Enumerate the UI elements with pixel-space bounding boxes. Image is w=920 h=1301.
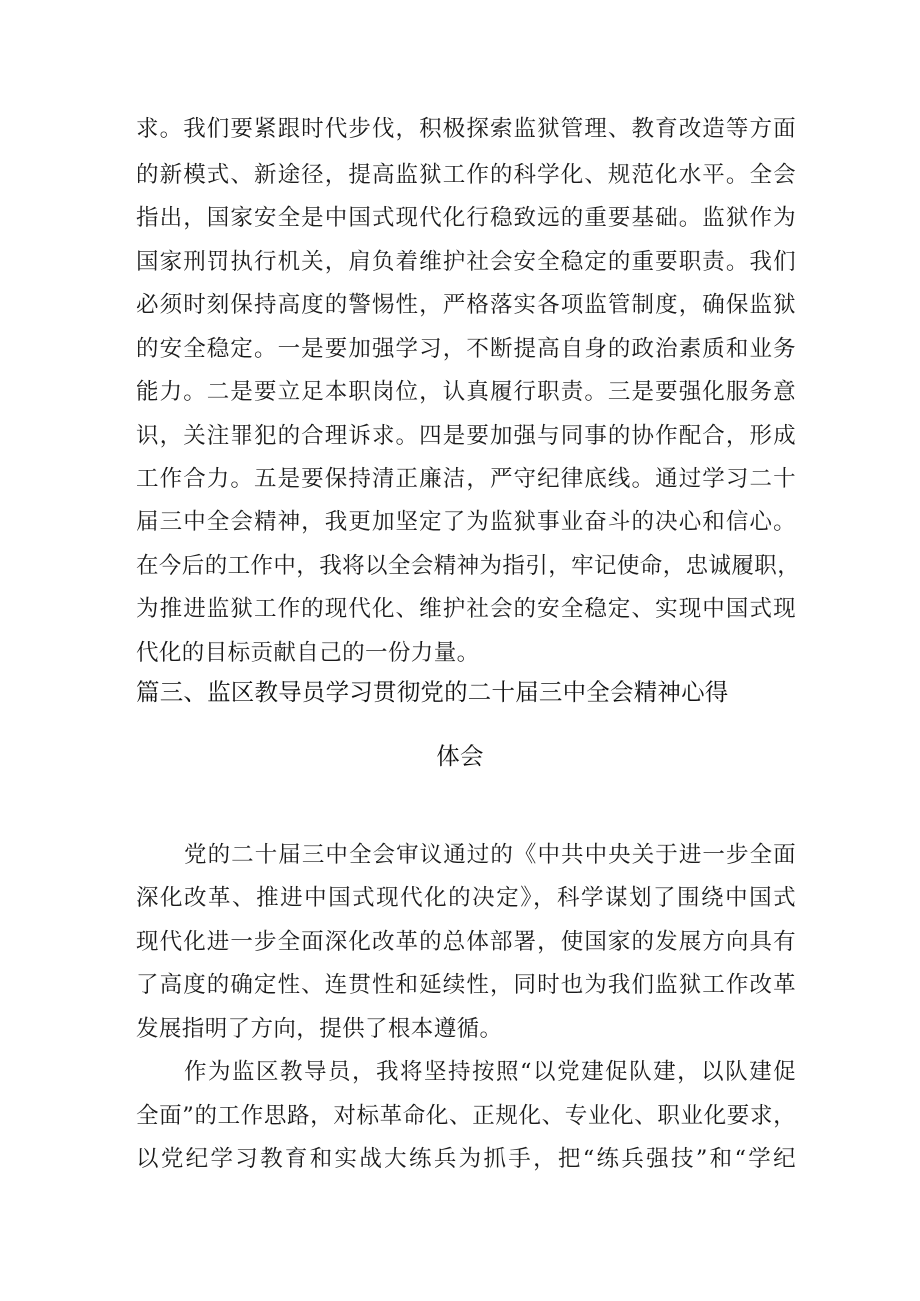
section-title-continued: 体会	[436, 742, 484, 770]
body-text-line: 现代化进一步全面深化改革的总体部署，使国家的发展方向具有	[136, 929, 796, 955]
body-text-line: 届三中全会精神，我更加坚定了为监狱事业奋斗的决心和信心。	[136, 509, 796, 535]
section-title: 篇三、监区教导员学习贯彻党的二十届三中全会精神心得	[136, 678, 729, 706]
body-text-line: 了高度的确定性、连贯性和延续性，同时也为我们监狱工作改革	[136, 972, 796, 998]
body-text-line: 国家刑罚执行机关，肩负着维护社会安全稳定的重要职责。我们	[136, 249, 796, 275]
paragraph-first-line: 作为监区教导员，我将坚持按照“以党建促队建，以队建促	[184, 1059, 796, 1085]
body-text-line: 为推进监狱工作的现代化、维护社会的安全稳定、实现中国式现	[136, 596, 796, 622]
body-text-line-last: 代化的目标贡献自己的一份力量。	[136, 640, 480, 666]
body-text-line: 的安全稳定。一是要加强学习，不断提高自身的政治素质和业务	[136, 336, 796, 362]
body-text-line: 在今后的工作中，我将以全会精神为指引，牢记使命，忠诚履职，	[136, 553, 801, 579]
body-text-line: 全面”的工作思路，对标革命化、正规化、专业化、职业化要求，	[136, 1103, 796, 1129]
body-text-line: 识，关注罪犯的合理诉求。四是要加强与同事的协作配合，形成	[136, 423, 796, 449]
body-text-line: 必须时刻保持高度的警惕性，严格落实各项监管制度，确保监狱	[136, 292, 796, 318]
body-text-line: 以党纪学习教育和实战大练兵为抓手，把“练兵强技”和“学纪	[136, 1146, 796, 1172]
body-text-line: 指出，国家安全是中国式现代化行稳致远的重要基础。监狱作为	[136, 205, 796, 231]
body-text-line: 求。我们要紧跟时代步伐，积极探索监狱管理、教育改造等方面	[136, 116, 796, 142]
body-text-line: 能力。二是要立足本职岗位，认真履行职责。三是要强化服务意	[136, 379, 796, 405]
body-text-line-last: 发展指明了方向，提供了根本遵循。	[136, 1016, 503, 1042]
body-text-line: 的新模式、新途径，提高监狱工作的科学化、规范化水平。全会	[136, 162, 796, 188]
paragraph-first-line: 党的二十届三中全会审议通过的《中共中央关于进一步全面	[184, 842, 796, 868]
body-text-line: 工作合力。五是要保持清正廉洁，严守纪律底线。通过学习二十	[136, 466, 796, 492]
body-text-line: 深化改革、推进中国式现代化的决定》，科学谋划了围绕中国式	[136, 885, 796, 911]
